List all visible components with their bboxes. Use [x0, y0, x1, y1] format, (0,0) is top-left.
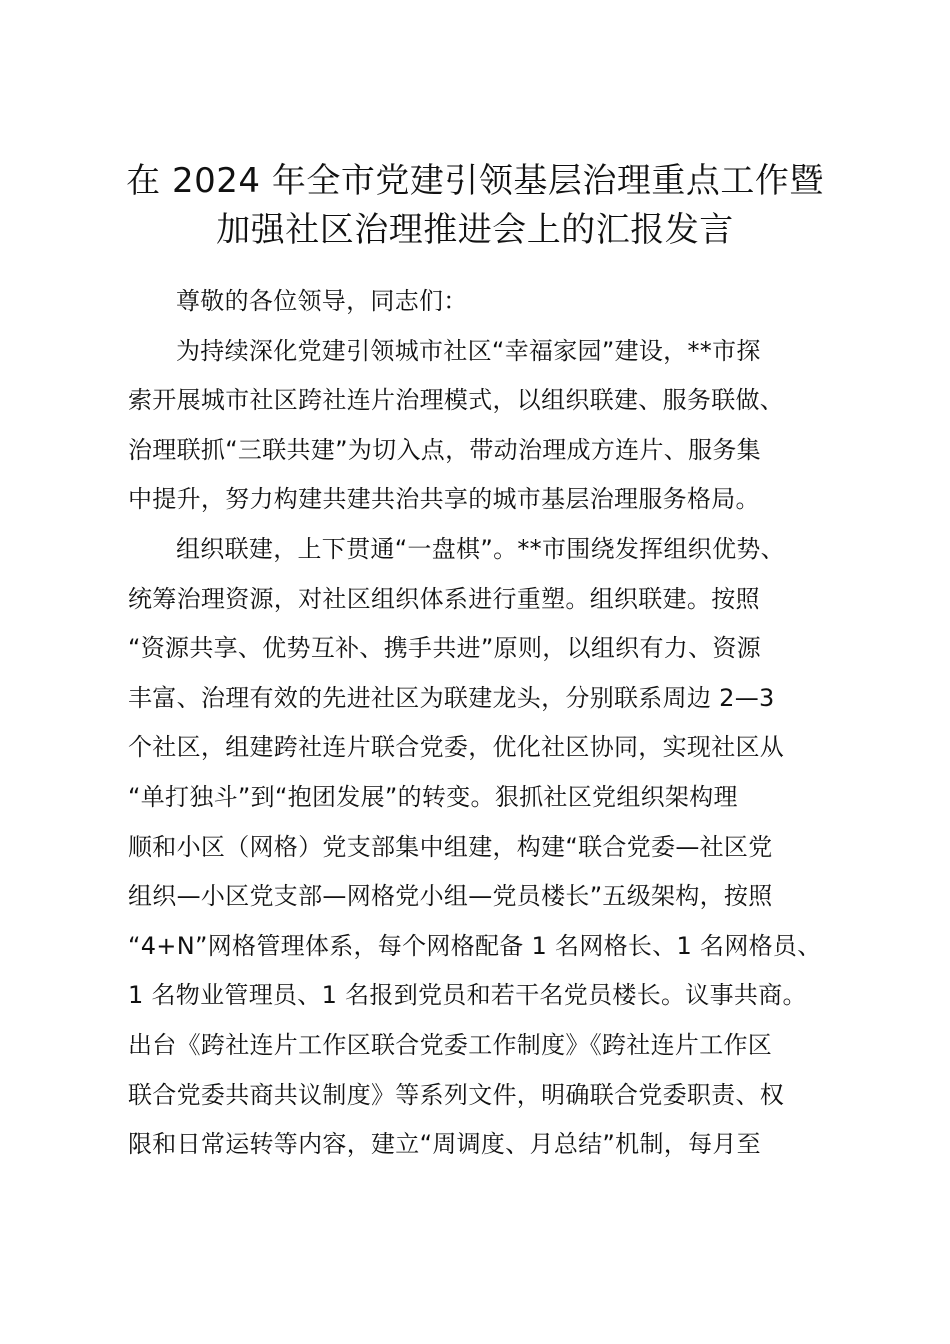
- paragraph-line: 中提升，努力构建共建共治共享的城市基层治理服务格局。: [128, 485, 760, 514]
- paragraph-line: 组织联建，上下贯通“一盘棋”。**市围绕发挥组织优势、: [176, 534, 785, 563]
- document-body: [128, 277, 850, 1170]
- paragraph-line: 限和日常运转等内容，建立“周调度、月总结”机制，每月至: [128, 1130, 761, 1159]
- paragraph-line: “资源共享、优势互补、携手共进”原则，以组织有力、资源: [128, 634, 761, 663]
- paragraph-line: 联合党委共商共议制度》等系列文件，明确联合党委职责、权: [128, 1080, 785, 1109]
- paragraph-line: 丰富、治理有效的先进社区为联建龙头，分别联系周边 2—3: [128, 683, 775, 712]
- title-line: 在 2024 年全市党建引领基层治理重点工作暨: [126, 161, 824, 201]
- paragraph-line: 1 名物业管理员、1 名报到党员和若干名党员楼长。议事共商。: [128, 981, 807, 1010]
- paragraph-line: 为持续深化党建引领城市社区“幸福家园”建设，**市探: [176, 336, 761, 365]
- salutation: 尊敬的各位领导，同志们：: [176, 287, 468, 315]
- paragraph-line: 索开展城市社区跨社连片治理模式，以组织联建、服务联做、: [128, 386, 785, 415]
- paragraph-line: 组织—小区党支部—网格党小组—党员楼长”五级架构，按照: [128, 882, 773, 911]
- paragraph-line: 顺和小区（网格）党支部集中组建，构建“联合党委—社区党: [128, 832, 773, 861]
- paragraph-line: 出台《跨社连片工作区联合党委工作制度》《跨社连片工作区: [128, 1030, 773, 1059]
- title-line: 加强社区治理推进会上的汇报发言: [216, 210, 734, 250]
- paragraph-line: “单打独斗”到“抱团发展”的转变。狠抓社区党组织架构理: [128, 782, 738, 811]
- paragraph-line: 统筹治理资源，对社区组织体系进行重塑。组织联建。按照: [128, 584, 760, 613]
- paragraph-line: “4+N”网格管理体系，每个网格配备 1 名网格长、1 名网格员、: [128, 931, 822, 960]
- paragraph-line: 个社区，组建跨社连片联合党委，优化社区协同，实现社区从: [128, 733, 785, 762]
- paragraph-line: 治理联抓“三联共建”为切入点，带动治理成方连片、服务集: [128, 435, 761, 464]
- document-title: [100, 157, 850, 255]
